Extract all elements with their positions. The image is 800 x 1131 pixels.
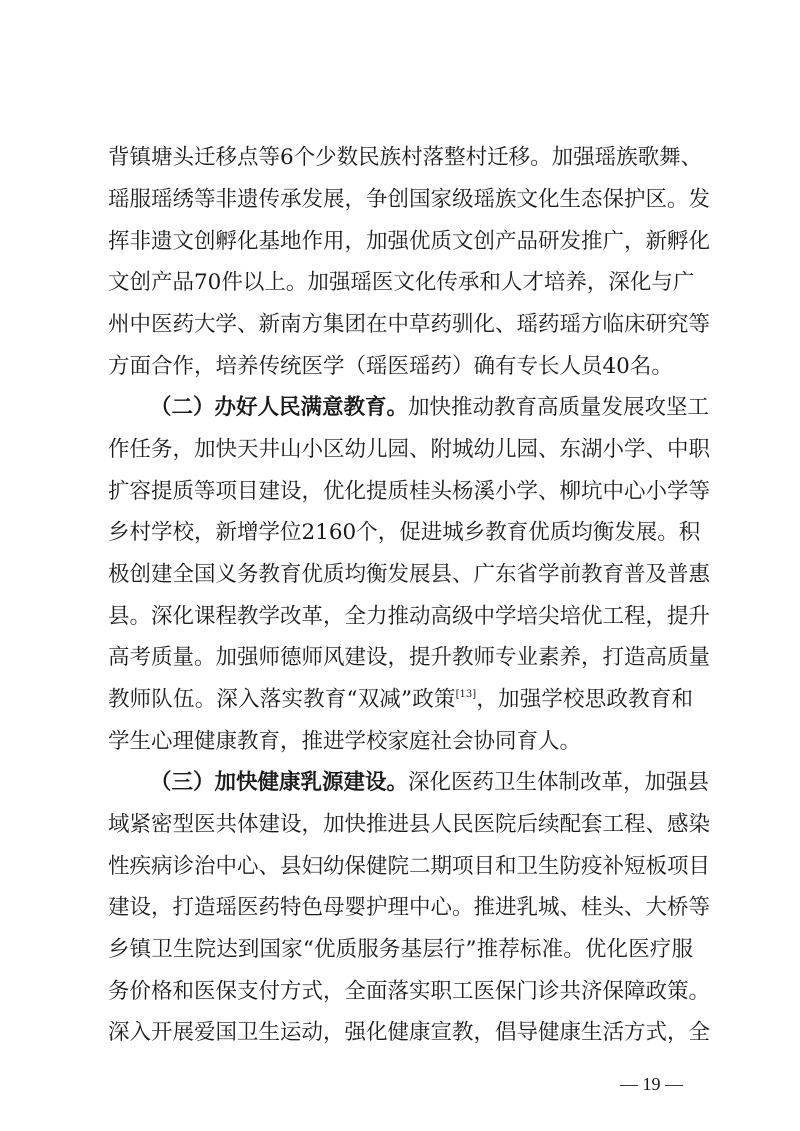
body-line: 文创产品70件以上。加强瑶医文化传承和人才培养，深化与广 xyxy=(108,270,695,295)
body-line: 务价格和医保支付方式，全面落实职工医保门诊共济保障政策。 xyxy=(108,979,711,1004)
body-line: 背镇塘头迁移点等6个少数民族村落整村迁移。加强瑶族歌舞、 xyxy=(108,145,703,170)
section-heading: （二）办好人民满意教育。 xyxy=(150,395,409,420)
body-line xyxy=(108,683,693,717)
body-line: 深入开展爱国卫生运动，强化健康宣教，倡导健康生活方式，全 xyxy=(108,1020,711,1045)
body-line: 方面合作，培养传统医学（瑶医瑶药）确有专长人员40名。 xyxy=(108,354,673,379)
body-line: 瑶服瑶绣等非遗传承发展，争创国家级瑶族文化生态保护区。发 xyxy=(108,187,711,212)
body-line: 性疾病诊治中心、县妇幼保健院二期项目和卫生防疫补短板项目 xyxy=(108,854,711,879)
body-line: 乡村学校，新增学位2160个，促进城乡教育优质均衡发展。积 xyxy=(108,520,701,545)
body-line: 县。深化课程教学改革，全力推动高级中学培尖培优工程，提升 xyxy=(108,604,711,629)
body-line: 州中医药大学、新南方集团在中草药驯化、瑶药瑶方临床研究等 xyxy=(108,312,711,337)
body-text: ，加强学校思政教育和 xyxy=(476,687,693,712)
body-line: 建设，打造瑶医药特色母婴护理中心。推进乳城、桂头、大桥等 xyxy=(108,895,711,920)
body-line: 极创建全国义务教育优质均衡发展县、广东省学前教育普及普惠 xyxy=(108,562,711,587)
paragraph-first-line xyxy=(150,391,710,425)
page-number: — 19 — xyxy=(620,1074,683,1094)
section-heading: （三）加快健康乳源建设。 xyxy=(150,770,409,795)
body-line: 作任务，加快天井山小区幼儿园、附城幼儿园、东湖小学、中职 xyxy=(108,437,711,462)
body-line: 域紧密型医共体建设，加快推进县人民医院后续配套工程、感染 xyxy=(108,812,711,837)
footnote-reference[interactable]: [13] xyxy=(455,689,477,700)
body-line: 乡镇卫生院达到国家“优质服务基层行”推荐标准。优化医疗服 xyxy=(108,937,693,962)
body-text: 教师队伍。深入落实教育“双减”政策 xyxy=(108,687,456,712)
body-text: 深化医药卫生体制改革，加强县 xyxy=(408,770,710,795)
body-line: 扩容提质等项目建设，优化提质桂头杨溪小学、柳坑中心小学等 xyxy=(108,479,711,504)
body-line: 高考质量。加强师德师风建设，提升教师专业素养，打造高质量 xyxy=(108,645,711,670)
body-line: 学生心理健康教育，推进学校家庭社会协同育人。 xyxy=(108,729,582,754)
body-line: 挥非遗文创孵化基地作用，加强优质文创产品研发推广，新孵化 xyxy=(108,229,711,254)
paragraph-first-line xyxy=(150,766,710,800)
body-text: 加快推动教育高质量发展攻坚工 xyxy=(408,395,710,420)
